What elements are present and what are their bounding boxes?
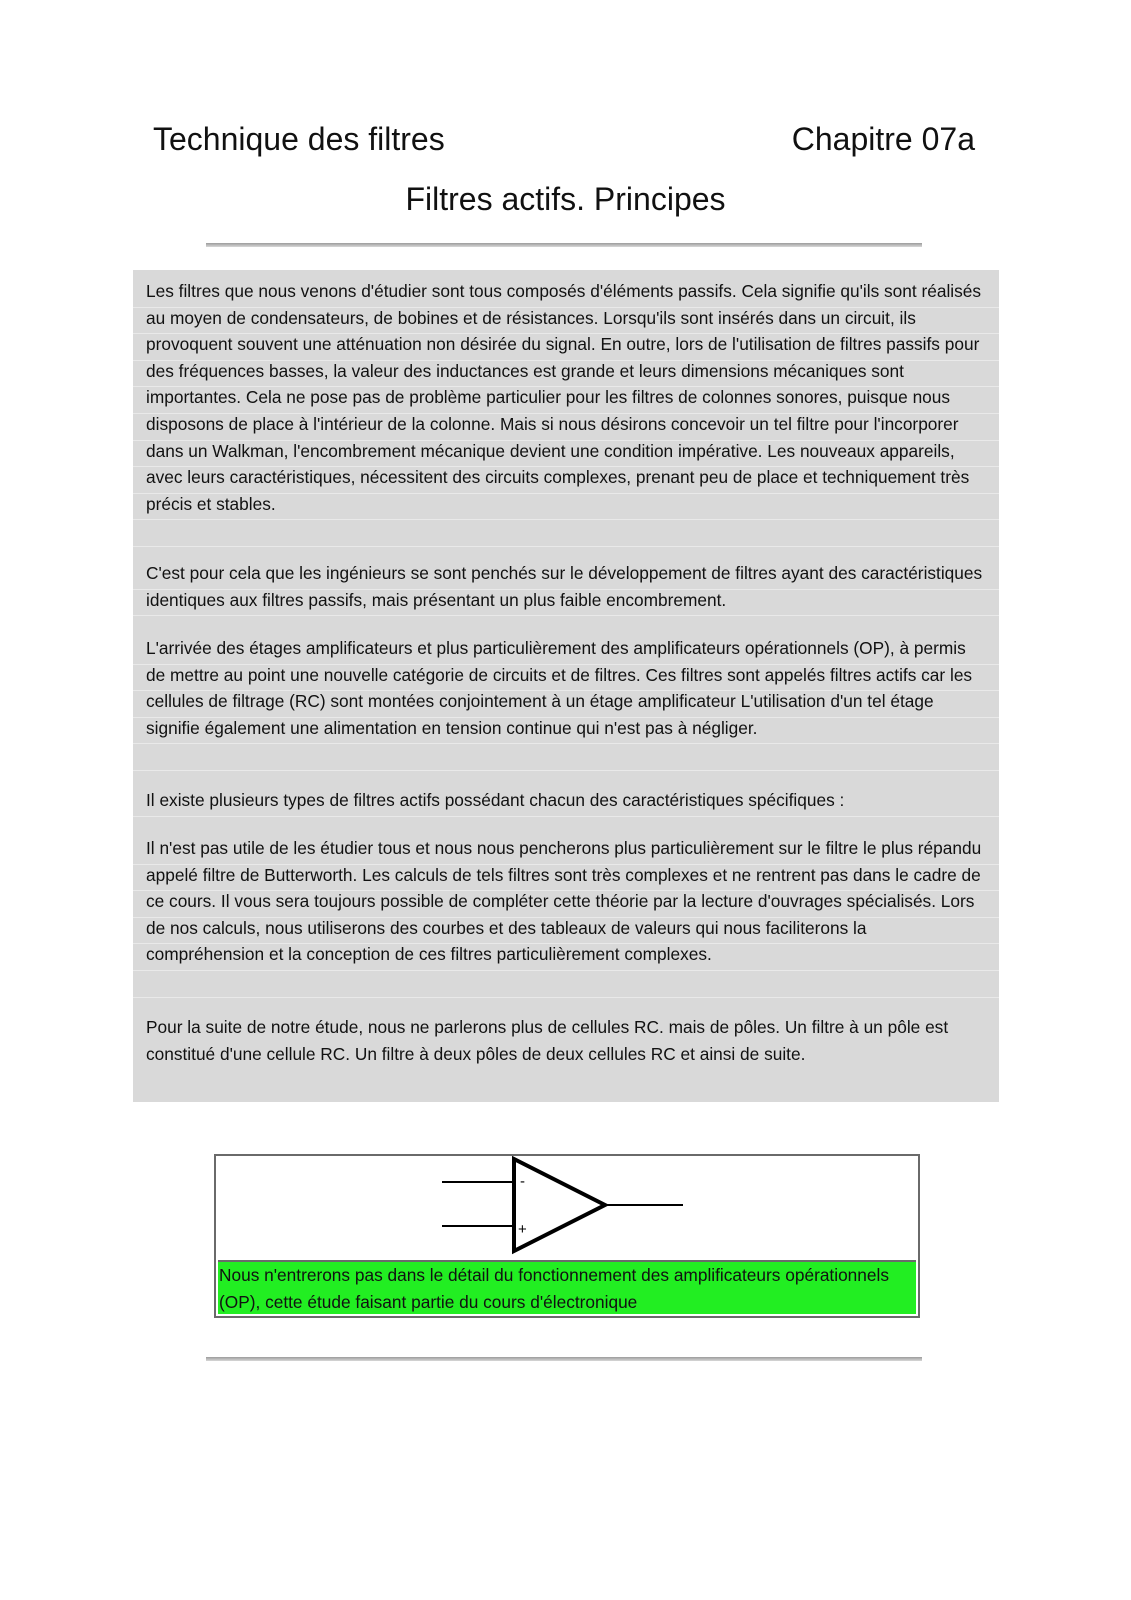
line-separator bbox=[133, 743, 999, 744]
top-rule bbox=[206, 243, 922, 247]
line-separator bbox=[133, 770, 999, 771]
paragraph-6: Pour la suite de notre étude, nous ne parlerons plus de cellules RC. mais de pôles. Un filtre à un pôle est constitué d'une cellule RC. Un filtre à deux pôles de deux cellules RC et ainsi de suite. bbox=[146, 1017, 949, 1064]
minus-label: - bbox=[520, 1173, 525, 1190]
paragraph-4: Il existe plusieurs types de filtres actifs possédant chacun des caractéristiques spécifiques : bbox=[146, 790, 845, 810]
paragraph-5: Il n'est pas utile de les étudier tous et nous nous pencherons plus particulièrement sur le filtre le plus répandu appelé filtre de Butterworth. Les calculs de tels filtres sont très complexes et ne rentrent pas dans le cadre de ce cours. Il vous sera toujours possible de compléter cette théorie par la lecture d'ouvrages spécialisés. Lors de nos calculs, nous utiliserons des courbes et des tableaux de valeurs qui nous faciliterons la compréhension et la conception de ces filtres particulièrement complexes. bbox=[146, 838, 982, 965]
page-title: Filtres actifs. Principes bbox=[405, 181, 726, 217]
paragraph-3: L'arrivée des étages amplificateurs et plus particulièrement des amplificateurs opérationnels (OP), à permis de mettre au point une nouvelle catégorie de circuits et de filtres. Ces filtres sont appelés filtres actifs car les cellules de filtrage (RC) sont montées conjointement à un étage amplificateur L'utilisation d'un tel étage signifie également une alimentation en tension continue qui n'est pas à négliger. bbox=[146, 638, 973, 738]
paragraph-1: Les filtres que nous venons d'étudier sont tous composés d'éléments passifs. Cela signifie qu'ils sont réalisés au moyen de condensateurs, de bobines et de résistances. Lorsqu'ils sont insérés dans un circuit, ils provoquent souvent une atténuation non désirée du signal. En outre, lors de l'utilisation de filtres passifs pour des fréquences basses, la valeur des inductances est grande et leurs dimensions mécaniques sont importantes. Cela ne pose pas de problème particulier pour les filtres de colonnes sonores, puisque nous disposons de place à l'intérieur de la colonne. Mais si nous désirons concevoir un tel filtre pour l'incorporer dans un Walkman, l'encombrement mécanique devient une condition impérative. Les nouveaux appareils, avec leurs caractéristiques, nécessitent des circuits complexes, prenant peu de place et techniquement très précis et stables. bbox=[146, 281, 982, 514]
opamp-triangle bbox=[514, 1159, 605, 1251]
opamp-symbol bbox=[216, 1156, 918, 1260]
line-separator bbox=[133, 615, 999, 616]
line-separator bbox=[133, 997, 999, 998]
opamp-note: Nous n'entrerons pas dans le détail du fonctionnement des amplificateurs opérationnels (OP), cette étude faisant partie du cours d'électronique bbox=[218, 1260, 916, 1314]
paragraph-2: C'est pour cela que les ingénieurs se sont penchés sur le développement de filtres ayant des caractéristiques identiques aux filtres passifs, mais présentant un plus faible encombrement. bbox=[146, 563, 983, 610]
line-separator bbox=[133, 970, 999, 971]
plus-label: + bbox=[518, 1221, 527, 1238]
text-box bbox=[133, 270, 999, 1102]
opamp-figure bbox=[214, 1154, 920, 1318]
header-right: Chapitre 07a bbox=[791, 121, 975, 157]
bottom-rule bbox=[206, 1357, 922, 1361]
line-separator bbox=[133, 546, 999, 547]
header-left: Technique des filtres bbox=[153, 121, 445, 157]
line-separator bbox=[133, 519, 999, 520]
line-separator bbox=[133, 816, 999, 817]
